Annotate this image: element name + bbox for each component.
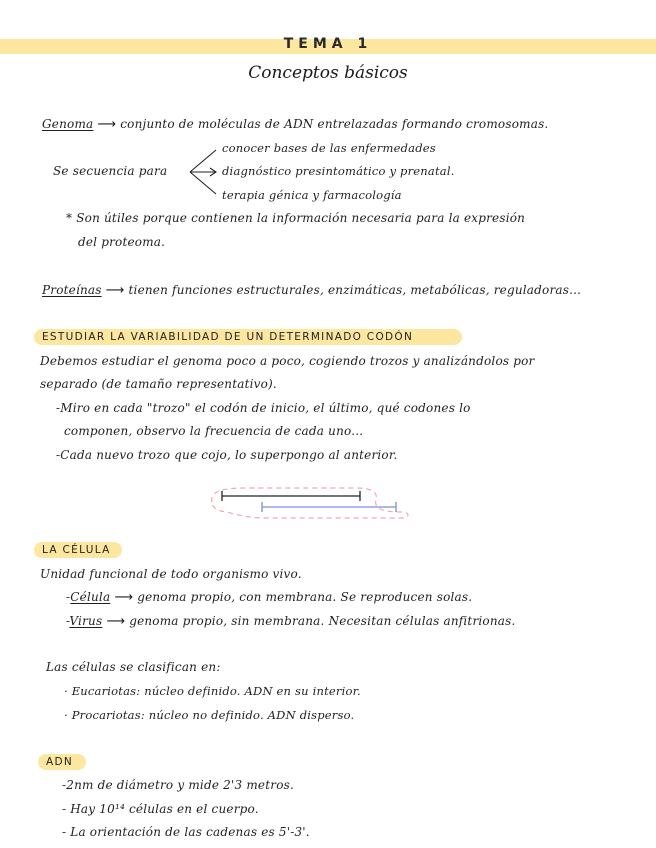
bullet-star-icon: * [66, 211, 73, 225]
section-heading-adn: ADN [46, 756, 74, 768]
list-item: - La orientación de las cadenas es 5'-3'. [62, 825, 310, 839]
branch-item: diagnóstico presintomático y prenatal. [222, 164, 455, 178]
list-item-cont: componen, observo la frecuencia de cada uno... [64, 424, 364, 438]
highlight-dashes [212, 488, 408, 518]
text-line: Debemos estudiar el genoma poco a poco, cogiendo trozos y analizándolos por [40, 354, 535, 368]
celula-item: -Célula ⟶ genoma propio, con membrana. Se reproducen solas. [66, 590, 473, 605]
genoma-note-cont: del proteoma. [78, 235, 166, 249]
text-line: Las células se clasifican en: [46, 660, 221, 674]
list-item: · Procariotas: núcleo no definido. ADN disperso. [64, 708, 355, 722]
proteinas-term: Proteínas [42, 283, 102, 297]
genoma-note: * Son útiles porque contienen la información necesaria para la expresión [66, 211, 526, 225]
section-heading-celula: LA CÉLULA [42, 544, 111, 556]
page-subtitle: Conceptos básicos [248, 63, 408, 83]
branch-arrows-icon [186, 144, 222, 200]
virus-item: -Virus ⟶ genoma propio, sin membrana. Necesitan células anfitrionas. [66, 614, 516, 629]
right-arrow-icon: ⟶ [106, 614, 126, 629]
genoma-definition: conjunto de moléculas de ADN entrelazadas formando cromosomas. [120, 117, 549, 131]
proteinas-definition: tienen funciones estructurales, enzimáticas, metabólicas, reguladoras... [128, 283, 582, 297]
genoma-line [42, 117, 548, 132]
text-line: separado (de tamaño representativo). [40, 377, 277, 391]
text-line: Unidad funcional de todo organismo vivo. [40, 567, 302, 581]
virus-term: Virus [69, 614, 103, 628]
list-item: -2nm de diámetro y mide 2'3 metros. [62, 778, 294, 792]
section-heading-variabilidad: ESTUDIAR LA VARIABILIDAD DE UN DETERMINADO CODÓN [42, 331, 414, 343]
branch-item: terapia génica y farmacología [222, 188, 402, 202]
se-secuencia-label: Se secuencia para [53, 164, 168, 178]
right-arrow-icon: ⟶ [97, 117, 117, 132]
celula-term: Célula [70, 590, 111, 604]
overlap-diagram [206, 484, 412, 520]
right-arrow-icon: ⟶ [105, 283, 125, 298]
list-item: - Hay 10¹⁴ células en el cuerpo. [62, 802, 259, 816]
genoma-term: Genoma [42, 117, 94, 131]
list-item: -Miro en cada "trozo" el codón de inicio, el último, qué codones lo [56, 401, 471, 415]
page-title: TEMA 1 [283, 36, 373, 52]
list-item: -Cada nuevo trozo que cojo, lo superpongo al anterior. [56, 448, 398, 462]
branch-item: conocer bases de las enfermedades [222, 141, 436, 155]
proteinas-line [42, 283, 581, 298]
right-arrow-icon: ⟶ [114, 590, 134, 605]
list-item: · Eucariotas: núcleo definido. ADN en su interior. [64, 684, 361, 698]
